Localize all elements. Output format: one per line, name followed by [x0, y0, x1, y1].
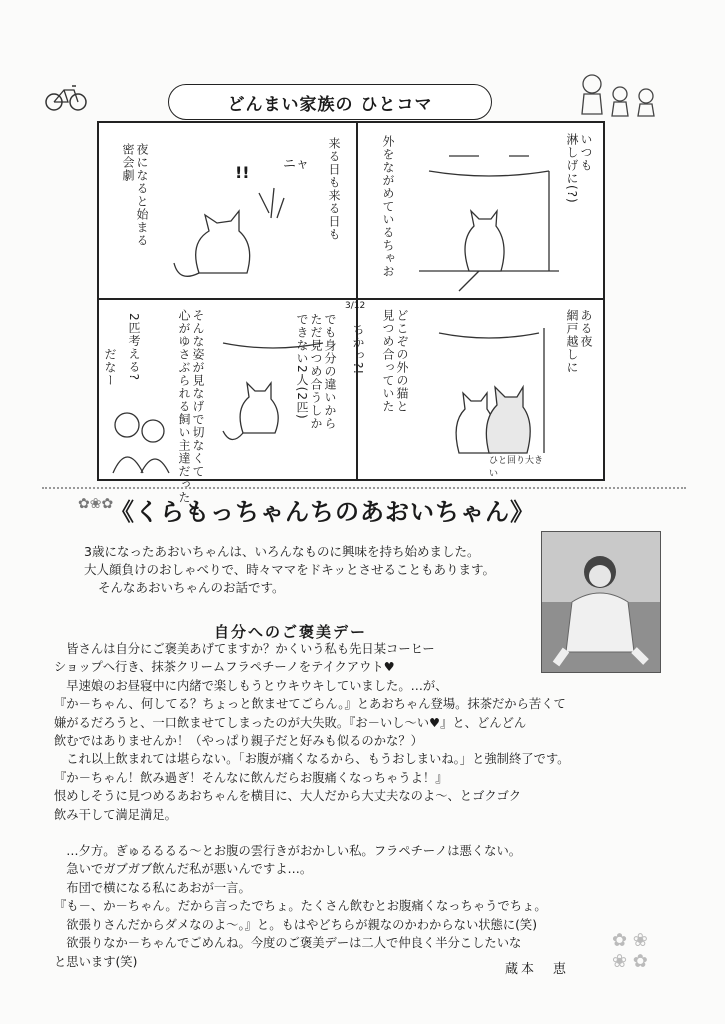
comic-divider-horizontal	[99, 298, 603, 300]
panel8-speech1: 2匹考える?	[127, 313, 141, 382]
panel8-speech2: だなー	[103, 348, 117, 387]
bicycle-icon	[44, 82, 88, 112]
panel5-text: ある夜 網戸越しに	[565, 309, 593, 374]
article-line: 欲張りなか－ちゃんでごめんね。今度のご褒美デーは二人で仲良く半分こしたいな	[54, 936, 522, 951]
paragraph-gap	[54, 824, 694, 842]
flower-icon: ✿❀✿	[78, 496, 114, 512]
flower-decoration-icon: ✿ ❀ ❀ ✿	[612, 930, 648, 972]
panel3-sfx: !!	[235, 163, 250, 182]
article-line: 早速娘のお昼寝中に内緒で楽しもうとウキウキしていました。…が、	[54, 678, 448, 693]
section-title: 《くらもっちゃんちのあおいちゃん》	[110, 498, 535, 526]
article-line: 欲張りさんだからダメなのよ～。』と。もはやどちらが親なのかわからない状態に(笑)	[54, 917, 538, 932]
intro-line: 大人顔負けのおしゃべりで、時々ママをドキッとさせることもあります。	[84, 562, 496, 577]
panel3-text: 来る日も来る日も	[327, 137, 341, 241]
comic-strip	[97, 121, 605, 504]
article-line: 『か－ちゃん！飲み過ぎ！そんなに飲んだらお腹痛くなっちゃうよ！』	[54, 770, 448, 785]
two-cats-drawing	[419, 313, 559, 473]
article-line: 『か－ちゃん、何してる？ちょっと飲ませてごらん。』とあおちゃん登場。抹茶だから苦くて	[54, 697, 566, 712]
page-title: どんまい家族の ひとコマ	[168, 84, 492, 120]
panel6-text: どこぞの外の猫と 見つめ合っていた	[381, 309, 409, 413]
author-name: 蔵本 恵	[505, 962, 570, 977]
intro-text	[84, 543, 544, 597]
panel1-text: いつも 淋しげに(?)	[565, 133, 593, 204]
article-line: 皆さんは自分にご褒美あげてますか？かくいう私も先日某コーヒー	[54, 642, 435, 656]
article-line: これ以上飲まれては堪らない。「お腹が痛くなるから、もうおしまいね。」と強制終了です。	[54, 752, 570, 767]
article-line: ショップへ行き、抹茶クリームフラペチーノをテイクアウト♥	[54, 660, 395, 675]
article-line: 恨めしそうに見つめるあおちゃんを横目に、大人だから大丈夫なのよ～、とゴクゴク	[54, 789, 522, 804]
panel4-text: 夜になると始まる 密会劇	[121, 143, 149, 247]
panel7-date: 3/12	[345, 301, 366, 311]
article-line: 嫌がるだろうと、一口飲ませてしまったのが大失敗。『お－いし～い♥』と、どんどん	[54, 715, 527, 730]
window-cat-drawing	[399, 131, 569, 296]
article-line: 布団で横になる私にあおが一言。	[54, 880, 251, 895]
article-body	[54, 640, 694, 971]
article-line: と思います(笑)	[54, 954, 138, 969]
panel2-text: 外をながめているちゃお	[381, 135, 395, 278]
article-line: 急いでガブガブ飲んだ私が悪いんですよ…。	[54, 862, 313, 877]
article-line: …夕方。ぎゅるるるる～とお腹の雲行きがおかしい私。フラペチーノは悪くない。	[54, 844, 522, 859]
panel8-text: そんな姿が見なげで切なくて 心がゆさぶられる飼い主達だった	[177, 309, 205, 504]
owners-and-cat-drawing	[103, 323, 353, 477]
article-line: 『も－、か－ちゃん。だから言ったでちょ。たくさん飲むとお腹痛くなっちゃうでちょ。	[54, 899, 547, 914]
panel7-speech: ちかっ?!	[351, 323, 365, 376]
panel3-sfx2: ニャ	[283, 157, 310, 172]
panel5-note: ひと回り大きい	[489, 456, 544, 479]
article-title: 自分へのご褒美デー	[214, 623, 368, 641]
surprised-cat-drawing	[159, 173, 299, 293]
article-line: 飲み干して満足満足。	[54, 807, 177, 822]
intro-line: そんなあおいちゃんのお話です。	[98, 580, 285, 595]
intro-line: 3歳になったあおいちゃんは、いろんなものに興味を持ち始めました。	[84, 544, 480, 559]
family-illustration	[574, 70, 670, 120]
article-line: 飲むではありませんか！（やっぱり親子だと好みも似るのかな？）	[54, 734, 423, 749]
panel7-text: でも身分の違いから ただ見つめ合うしか できない2人(2匹)	[295, 313, 337, 430]
